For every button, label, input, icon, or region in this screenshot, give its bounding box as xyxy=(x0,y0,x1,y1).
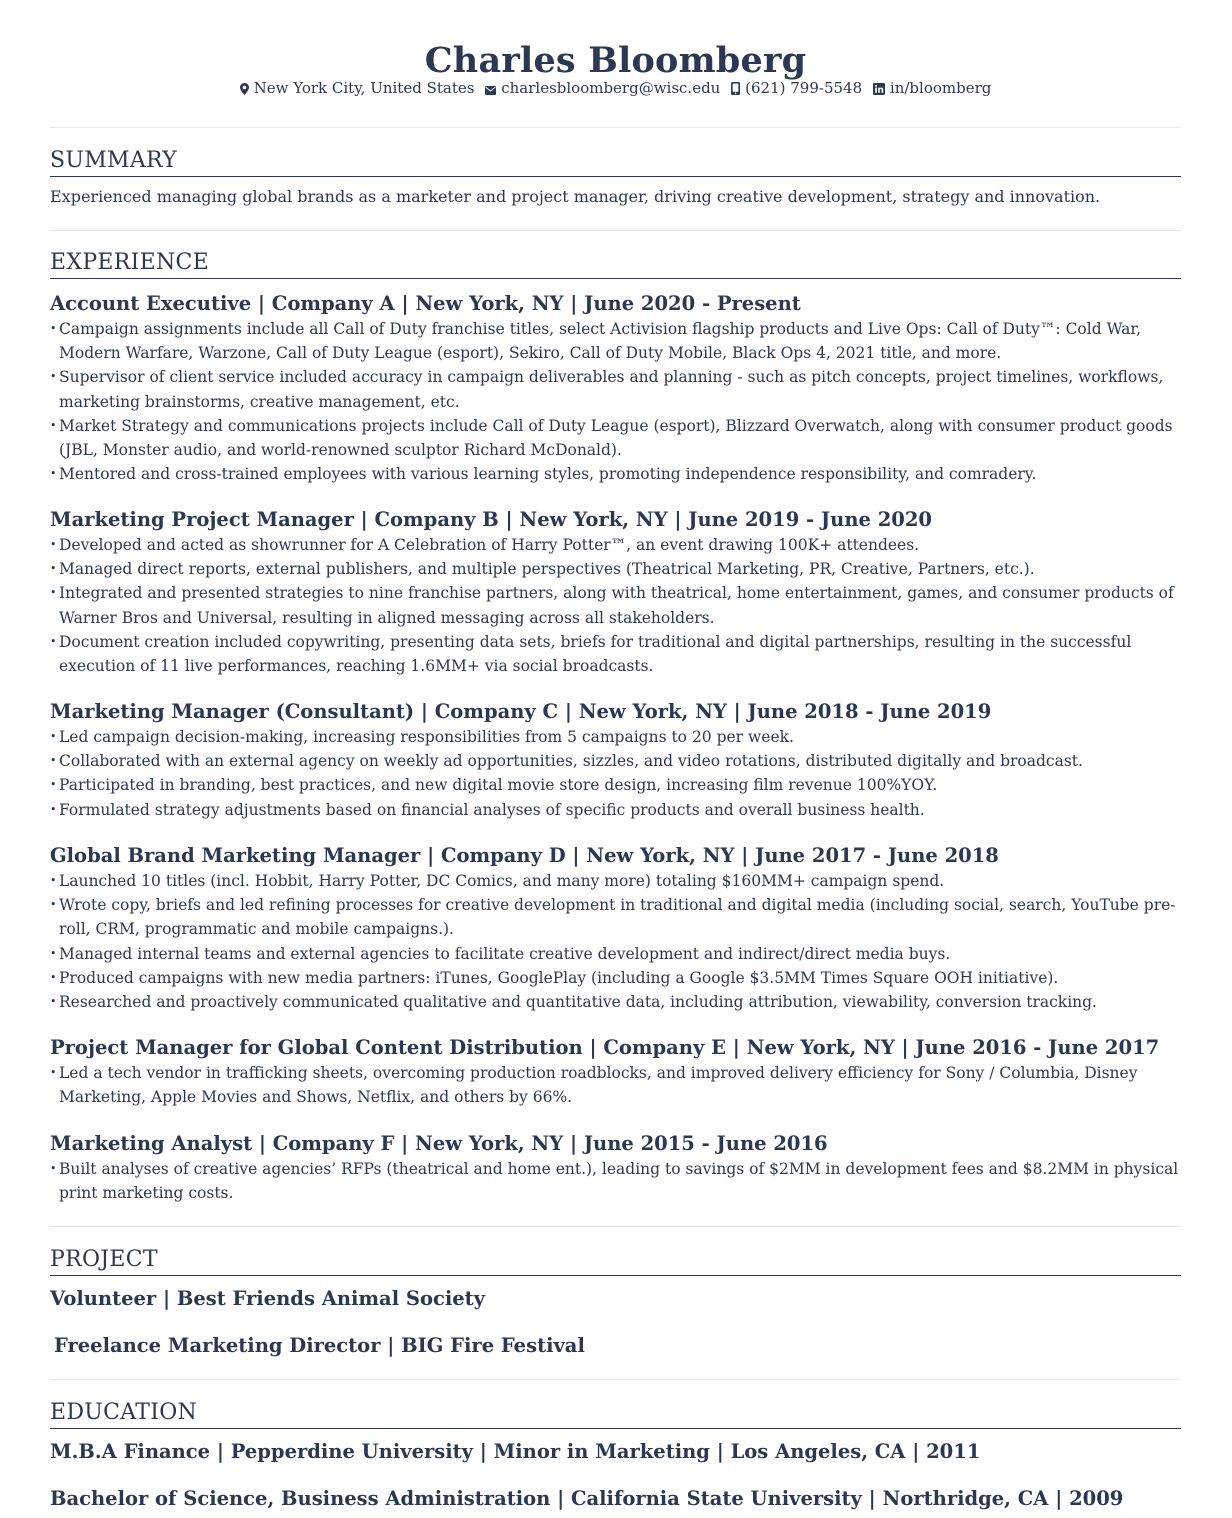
bullet: • Mentored and cross-trained employees with various learning styles, promoting independence responsibility, and comradery. xyxy=(50,462,1181,486)
bullet: • Campaign assignments include all Call of Duty franchise titles, select Activision flagship products and Live Ops: Call of Duty™: Cold War, Modern Warfare, Warzone, Call of Duty League (esport), Sekiro, Call of Duty Mobile, Black Ops 4, 2021 title, and more. xyxy=(50,317,1181,365)
phone-text: (621) 799-5548 xyxy=(745,79,863,97)
education-item: M.B.A Finance | Pepperdine University | Minor in Marketing | Los Angeles, CA | 2011 xyxy=(50,1440,981,1463)
job-entry xyxy=(50,843,1181,1014)
location-pin-icon xyxy=(240,83,249,95)
contact-phone xyxy=(731,78,862,98)
job-bullets xyxy=(50,317,1181,486)
bullet: • Wrote copy, briefs and led refining processes for creative development in traditional and digital media (including social, search, YouTube pre-roll, CRM, programmatic and mobile campaigns.). xyxy=(50,893,1181,941)
contact-linkedin[interactable] xyxy=(873,78,991,98)
job-heading: Marketing Project Manager | Company B | New York, NY | June 2019 - June 2020 xyxy=(50,508,932,531)
phone-icon xyxy=(731,82,740,95)
job-heading: Marketing Manager (Consultant) | Company C | New York, NY | June 2018 - June 2019 xyxy=(50,700,992,723)
contact-line xyxy=(50,77,1181,98)
location-text: New York City, United States xyxy=(253,79,475,97)
bullet: • Launched 10 titles (incl. Hobbit, Harry Potter, DC Comics, and many more) totaling $160MM+ campaign spend. xyxy=(50,869,1181,893)
divider xyxy=(50,1226,1181,1227)
contact-email[interactable] xyxy=(485,78,720,98)
bullet: • Document creation included copywriting, presenting data sets, briefs for traditional and digital partnerships, resulting in the successful execution of 11 live performances, reaching 1.6MM+ via social broadcasts. xyxy=(50,630,1181,678)
job-bullets xyxy=(50,1157,1181,1205)
job-entry xyxy=(50,1131,1181,1205)
bullet: • Market Strategy and communications projects include Call of Duty League (esport), Blizzard Overwatch, along with consumer product goods (JBL, Monster audio, and world-renowned sculptor Richard McDonald). xyxy=(50,414,1181,462)
contact-location xyxy=(240,78,475,98)
divider xyxy=(50,230,1181,231)
bullet: • Built analyses of creative agencies’ RFPs (theatrical and home ent.), leading to savings of $2MM in development fees and $8.2MM in physical print marketing costs. xyxy=(50,1157,1181,1205)
project-item: Freelance Marketing Director | BIG Fire Festival xyxy=(54,1334,585,1357)
section-title-experience: EXPERIENCE xyxy=(50,249,1181,279)
job-bullets xyxy=(50,725,1181,822)
education-item: Bachelor of Science, Business Administration | California State University | Northridge, CA | 2009 xyxy=(50,1487,1124,1510)
bullet: • Led a tech vendor in trafficking sheets, overcoming production roadblocks, and improved delivery efficiency for Sony / Columbia, Disney Marketing, Apple Movies and Shows, Netflix, and others by 66%. xyxy=(50,1061,1181,1109)
bullet: • Managed internal teams and external agencies to facilitate creative development and indirect/direct media buys. xyxy=(50,942,1181,966)
job-bullets xyxy=(50,1061,1181,1109)
bullet: • Formulated strategy adjustments based on financial analyses of specific products and overall business health. xyxy=(50,798,1181,822)
job-bullets xyxy=(50,869,1181,1014)
divider xyxy=(50,1379,1181,1380)
job-entry xyxy=(50,291,1181,486)
job-entry xyxy=(50,507,1181,678)
job-heading: Project Manager for Global Content Distribution | Company E | New York, NY | June 2016 - June 2017 xyxy=(50,1036,1160,1059)
bullet: • Researched and proactively communicated qualitative and quantitative data, including attribution, viewability, conversion tracking. xyxy=(50,990,1181,1014)
linkedin-icon xyxy=(873,83,885,95)
section-title-education: EDUCATION xyxy=(50,1399,1181,1429)
bullet: • Participated in branding, best practices, and new digital movie store design, increasing film revenue 100%YOY. xyxy=(50,773,1181,797)
divider xyxy=(50,127,1181,128)
envelope-icon xyxy=(485,86,496,95)
bullet: • Produced campaigns with new media partners: iTunes, GooglePlay (including a Google $3.5MM Times Square OOH initiative). xyxy=(50,966,1181,990)
job-heading: Marketing Analyst | Company F | New York, NY | June 2015 - June 2016 xyxy=(50,1132,828,1155)
summary-text: Experienced managing global brands as a marketer and project manager, driving creative development, strategy and innovation. xyxy=(50,187,1101,206)
job-heading: Account Executive | Company A | New York, NY | June 2020 - Present xyxy=(50,292,801,315)
bullet: • Integrated and presented strategies to nine franchise partners, along with theatrical, home entertainment, games, and consumer products of Warner Bros and Universal, resulting in aligned messaging across all stakeholders. xyxy=(50,581,1181,629)
project-item: Volunteer | Best Friends Animal Society xyxy=(50,1287,485,1310)
bullet: • Collaborated with an external agency on weekly ad opportunities, sizzles, and video rotations, distributed digitally and broadcast. xyxy=(50,749,1181,773)
bullet: • Managed direct reports, external publishers, and multiple perspectives (Theatrical Marketing, PR, Creative, Partners, etc.). xyxy=(50,557,1181,581)
section-title-project: PROJECT xyxy=(50,1246,1181,1276)
bullet: • Supervisor of client service included accuracy in campaign deliverables and planning - such as pitch concepts, project timelines, workflows, marketing brainstorms, creative management, etc. xyxy=(50,365,1181,413)
linkedin-link[interactable]: in/bloomberg xyxy=(889,79,992,97)
bullet: • Led campaign decision-making, increasing responsibilities from 5 campaigns to 20 per week. xyxy=(50,725,1181,749)
email-link[interactable]: charlesbloomberg@wisc.edu xyxy=(501,79,721,97)
job-bullets xyxy=(50,533,1181,678)
job-heading: Global Brand Marketing Manager | Company D | New York, NY | June 2017 - June 2018 xyxy=(50,844,999,867)
section-title-summary: SUMMARY xyxy=(50,147,1181,177)
job-entry xyxy=(50,699,1181,822)
candidate-name: Charles Bloomberg xyxy=(424,40,807,81)
bullet: • Developed and acted as showrunner for A Celebration of Harry Potter™, an event drawing 100K+ attendees. xyxy=(50,533,1181,557)
job-entry xyxy=(50,1035,1181,1109)
